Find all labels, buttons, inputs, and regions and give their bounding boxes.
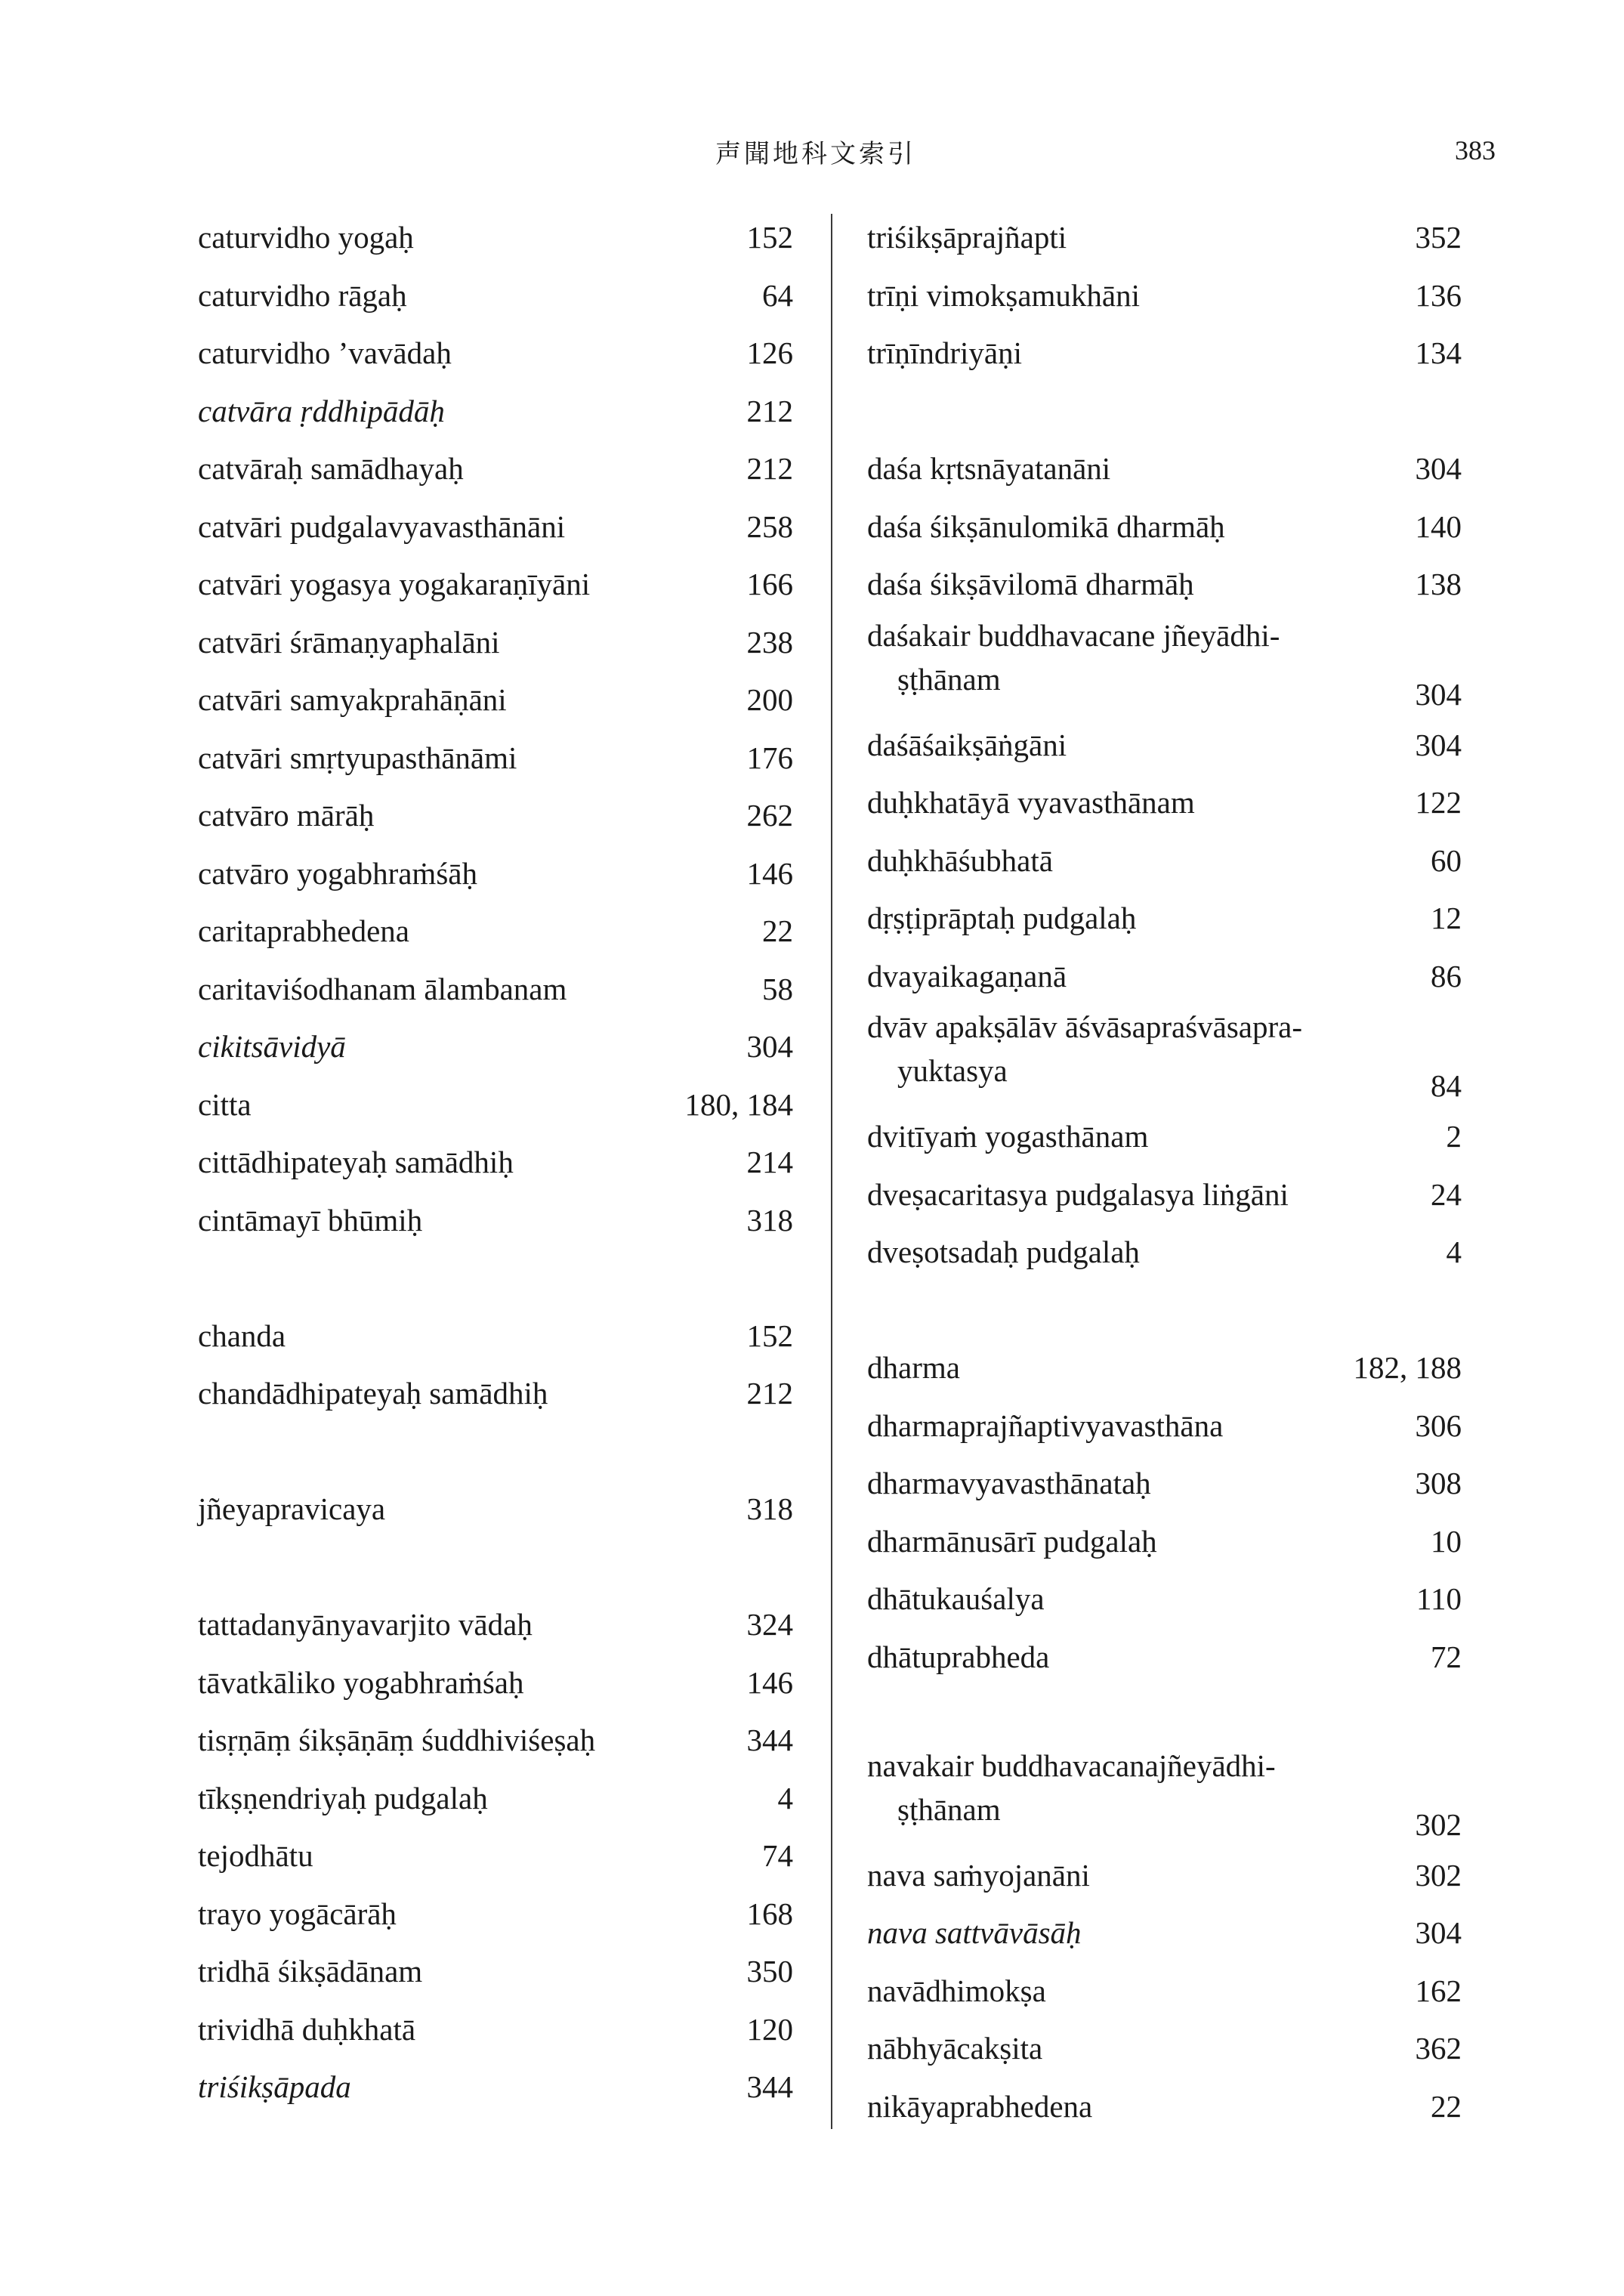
- entry-page: 344: [746, 2069, 793, 2104]
- entry-term: daśa śikṣānulomikā dharmāḥ: [867, 508, 1225, 544]
- entry-term: trīṇīndriyāṇi: [867, 335, 1022, 370]
- entry-term: cikitsāvidyā: [198, 1029, 346, 1064]
- index-entry: [198, 267, 793, 325]
- index-entry: [867, 1397, 1462, 1455]
- entry-term-line1: daśakair buddhavacane jñeyādhi-: [867, 617, 1280, 653]
- index-entry: [867, 1005, 1462, 1108]
- entry-term: tīkṣṇendriyaḥ pudgalaḥ: [198, 1780, 488, 1815]
- entry-page: 12: [1431, 901, 1462, 935]
- entry-page: 214: [746, 1145, 793, 1179]
- entry-term: nābhyācakṣita: [867, 2031, 1043, 2066]
- entry-term: tattadanyānyavarjito vādaḥ: [198, 1607, 533, 1642]
- entry-term: catvāri śrāmaṇyaphalāni: [198, 624, 500, 660]
- entry-page: 22: [762, 913, 793, 948]
- entry-page: 138: [1415, 567, 1462, 601]
- entry-page: 304: [746, 1029, 793, 1064]
- index-entry: [867, 1846, 1462, 1905]
- entry-page: 10: [1431, 1523, 1462, 1559]
- entry-page: 304: [1415, 727, 1462, 762]
- entry-term: trividhā duḥkhatā: [198, 2011, 416, 2047]
- index-entry: [867, 324, 1462, 382]
- entry-term: caturvidho yogaḥ: [198, 220, 414, 255]
- entry-term: caritaprabhedena: [198, 913, 409, 948]
- index-entry: [198, 1942, 793, 2001]
- entry-page: 162: [1415, 1973, 1462, 2008]
- index-column-left: [198, 209, 793, 2116]
- entry-term: triśikṣāprajñapti: [867, 220, 1067, 255]
- index-entry: [867, 1108, 1462, 1166]
- entry-term-line1: navakair buddhavacanajñeyādhi-: [867, 1747, 1276, 1783]
- index-entry: [867, 498, 1462, 556]
- entry-page: 120: [746, 2011, 793, 2047]
- entry-page: 344: [746, 1723, 793, 1757]
- index-entry: [867, 2019, 1462, 2078]
- entry-term: tisṛṇāṃ śikṣāṇāṃ śuddhiviśeṣaḥ: [198, 1723, 596, 1757]
- entry-page: 134: [1415, 335, 1462, 370]
- index-entry: [198, 1769, 793, 1828]
- entry-page: 58: [762, 971, 793, 1006]
- entry-page: 304: [1415, 451, 1462, 486]
- index-entry: [867, 1339, 1462, 1397]
- entry-page: 152: [746, 220, 793, 255]
- entry-term: caturvidho rāgaḥ: [198, 277, 407, 313]
- index-entry: [198, 498, 793, 556]
- entry-page: 200: [746, 682, 793, 717]
- entry-term: citta: [198, 1086, 252, 1122]
- index-entry: [867, 1223, 1462, 1281]
- entry-page: 152: [746, 1318, 793, 1353]
- index-entry: [198, 845, 793, 903]
- entry-page: 304: [1415, 676, 1462, 712]
- index-entry: [198, 613, 793, 672]
- index-entry: [867, 267, 1462, 325]
- entry-page: 146: [746, 855, 793, 891]
- index-entry: [198, 1364, 793, 1423]
- entry-term: cintāmayī bhūmiḥ: [198, 1202, 423, 1238]
- entry-page: 136: [1415, 277, 1462, 313]
- index-entry: [867, 1628, 1462, 1686]
- index-entry: [198, 324, 793, 382]
- index-entry: [867, 2078, 1462, 2136]
- entry-term: dharmānusārī pudgalaḥ: [867, 1523, 1157, 1559]
- entry-term: daśāśaikṣāṅgāni: [867, 727, 1067, 762]
- index-entry: [198, 1711, 793, 1769]
- entry-page: 306: [1415, 1408, 1462, 1443]
- entry-term: dharma: [867, 1350, 960, 1385]
- entry-term: daśa śikṣāvilomā dharmāḥ: [867, 567, 1194, 601]
- entry-term: dveṣacaritasya pudgalasya liṅgāni: [867, 1176, 1289, 1212]
- index-entry: [198, 671, 793, 729]
- index-entry: [867, 1166, 1462, 1224]
- index-entry: [867, 1513, 1462, 1571]
- entry-page: 146: [746, 1664, 793, 1700]
- index-entry: [198, 1480, 793, 1538]
- entry-term: nava sattvāvāsāḥ: [867, 1915, 1082, 1950]
- entry-term: trayo yogācārāḥ: [198, 1896, 397, 1931]
- index-entry: [867, 1570, 1462, 1628]
- index-entry: [198, 440, 793, 498]
- index-entry: [198, 555, 793, 613]
- entry-term: catvāri pudgalavyavasthānāni: [198, 508, 566, 544]
- index-entry: [867, 947, 1462, 1006]
- entry-page: 176: [746, 740, 793, 775]
- entry-term: triśikṣāpada: [198, 2069, 351, 2104]
- entry-term: catvāri yogasya yogakaraṇīyāni: [198, 567, 591, 601]
- index-entry: [198, 1018, 793, 1076]
- index-entry: [867, 440, 1462, 498]
- entry-page: 302: [1415, 1806, 1462, 1842]
- entry-page: 238: [746, 624, 793, 660]
- entry-term-line2: ṣṭhānam: [897, 661, 1001, 697]
- entry-page: 318: [746, 1491, 793, 1526]
- entry-term: tridhā śikṣādānam: [198, 1954, 423, 1989]
- index-entry: [867, 555, 1462, 613]
- index-entry: [198, 1885, 793, 1943]
- entry-term: dharmaprajñaptivyavasthāna: [867, 1408, 1224, 1443]
- index-entry: [198, 2001, 793, 2059]
- entry-term: tejodhātu: [198, 1838, 313, 1873]
- entry-term: [867, 613, 1400, 716]
- index-entry: [198, 902, 793, 960]
- index-entry: [198, 382, 793, 440]
- entry-page: 324: [746, 1607, 793, 1642]
- index-entry: [198, 1307, 793, 1365]
- index-column-right: [867, 209, 1462, 2135]
- entry-term: duḥkhāśubhatā: [867, 842, 1053, 878]
- index-entry: [198, 1133, 793, 1191]
- entry-term: trīṇi vimokṣamukhāni: [867, 277, 1140, 313]
- entry-page: 352: [1415, 220, 1462, 255]
- entry-term: nava saṁyojanāni: [867, 1857, 1090, 1893]
- entry-term: dhātuprabheda: [867, 1639, 1050, 1674]
- entry-page: 182, 188: [1353, 1350, 1462, 1385]
- entry-term: caritaviśodhanam ālambanam: [198, 971, 567, 1006]
- entry-page: 258: [746, 508, 793, 544]
- entry-page: 350: [746, 1954, 793, 1989]
- entry-term: dṛṣṭiprāptaḥ pudgalaḥ: [867, 901, 1137, 935]
- index-entry: [198, 729, 793, 787]
- index-entry: [198, 1596, 793, 1654]
- entry-term-line2: ṣṭhānam: [897, 1791, 1001, 1827]
- entry-page: 4: [777, 1780, 793, 1815]
- entry-term: navādhimokṣa: [867, 1973, 1046, 2008]
- entry-page: 4: [1446, 1235, 1462, 1269]
- entry-page: 64: [762, 277, 793, 313]
- entry-term: daśa kṛtsnāyatanāni: [867, 451, 1111, 486]
- index-entry: [867, 209, 1462, 267]
- index-entry: [867, 889, 1462, 947]
- index-entry: [867, 716, 1462, 774]
- entry-term: duḥkhatāyā vyavasthānam: [867, 785, 1195, 820]
- entry-page: 126: [746, 335, 793, 370]
- column-divider: [831, 214, 832, 2129]
- index-entry: [867, 1904, 1462, 1962]
- entry-term: catvāro yogabhraṁśāḥ: [198, 855, 477, 891]
- entry-page: 166: [746, 567, 793, 601]
- entry-page: 86: [1431, 958, 1462, 993]
- entry-page: 262: [746, 798, 793, 833]
- entry-page: 110: [1416, 1581, 1462, 1616]
- entry-term: chanda: [198, 1318, 286, 1353]
- entry-term: catvāri smṛtyupasthānāmi: [198, 740, 517, 775]
- entry-term: catvāri samyakprahāṇāni: [198, 682, 507, 717]
- entry-term-line1: dvāv apakṣālāv āśvāsapraśvāsapra-: [867, 1009, 1303, 1044]
- entry-term: cittādhipateyaḥ samādhiḥ: [198, 1145, 514, 1179]
- index-entry: [867, 1744, 1462, 1846]
- entry-page: 212: [746, 1376, 793, 1411]
- entry-term: dhātukauśalya: [867, 1581, 1045, 1616]
- entry-page: 304: [1415, 1915, 1462, 1950]
- entry-page: 140: [1415, 508, 1462, 544]
- index-entry: [198, 1654, 793, 1712]
- entry-page: 22: [1431, 2088, 1462, 2124]
- entry-term: catvāraḥ samādhayaḥ: [198, 451, 464, 486]
- entry-term: chandādhipateyaḥ samādhiḥ: [198, 1376, 548, 1411]
- index-entry: [867, 1962, 1462, 2020]
- index-entry: [867, 1454, 1462, 1513]
- entry-term: catvāro mārāḥ: [198, 798, 375, 833]
- entry-page: 362: [1415, 2031, 1462, 2066]
- index-entry: [198, 1191, 793, 1250]
- entry-page: 180, 184: [684, 1086, 793, 1122]
- entry-term: [867, 1005, 1416, 1108]
- index-entry: [867, 774, 1462, 832]
- entry-page: 2: [1446, 1119, 1462, 1154]
- entry-page: 122: [1415, 785, 1462, 820]
- entry-term: jñeyapravicaya: [198, 1491, 386, 1526]
- entry-term: dharmavyavasthānataḥ: [867, 1466, 1151, 1500]
- entry-page: 60: [1431, 842, 1462, 878]
- index-entry: [198, 2058, 793, 2116]
- entry-page: 212: [746, 393, 793, 428]
- entry-term: dveṣotsadaḥ pudgalaḥ: [867, 1235, 1140, 1269]
- index-entry: [198, 1076, 793, 1134]
- entry-page: 74: [762, 1838, 793, 1873]
- entry-term: caturvidho ’vavādaḥ: [198, 335, 452, 370]
- index-entry: [198, 786, 793, 845]
- entry-page: 72: [1431, 1639, 1462, 1674]
- index-entry: [867, 613, 1462, 716]
- index-entry: [198, 209, 793, 267]
- entry-page: 168: [746, 1896, 793, 1931]
- entry-page: 302: [1415, 1857, 1462, 1893]
- entry-page: 308: [1415, 1466, 1462, 1500]
- entry-term: dvitīyaṁ yogasthānam: [867, 1119, 1149, 1154]
- page-number: 383: [1455, 135, 1496, 165]
- entry-page: 212: [746, 451, 793, 486]
- entry-term: nikāyaprabhedena: [867, 2088, 1093, 2124]
- entry-page: 318: [746, 1202, 793, 1238]
- entry-term-line2: yuktasya: [897, 1053, 1008, 1088]
- entry-page: 24: [1431, 1176, 1462, 1212]
- entry-term: catvāra ṛddhipādāḥ: [198, 393, 445, 428]
- entry-term: tāvatkāliko yogabhraṁśaḥ: [198, 1664, 524, 1700]
- entry-term: [867, 1744, 1400, 1846]
- index-entry: [198, 960, 793, 1018]
- index-entry: [198, 1827, 793, 1885]
- entry-term: dvayaikagaṇanā: [867, 958, 1067, 993]
- entry-page: 84: [1431, 1068, 1462, 1103]
- running-header-title: 声聞地科文索引: [715, 139, 916, 169]
- index-entry: [867, 832, 1462, 890]
